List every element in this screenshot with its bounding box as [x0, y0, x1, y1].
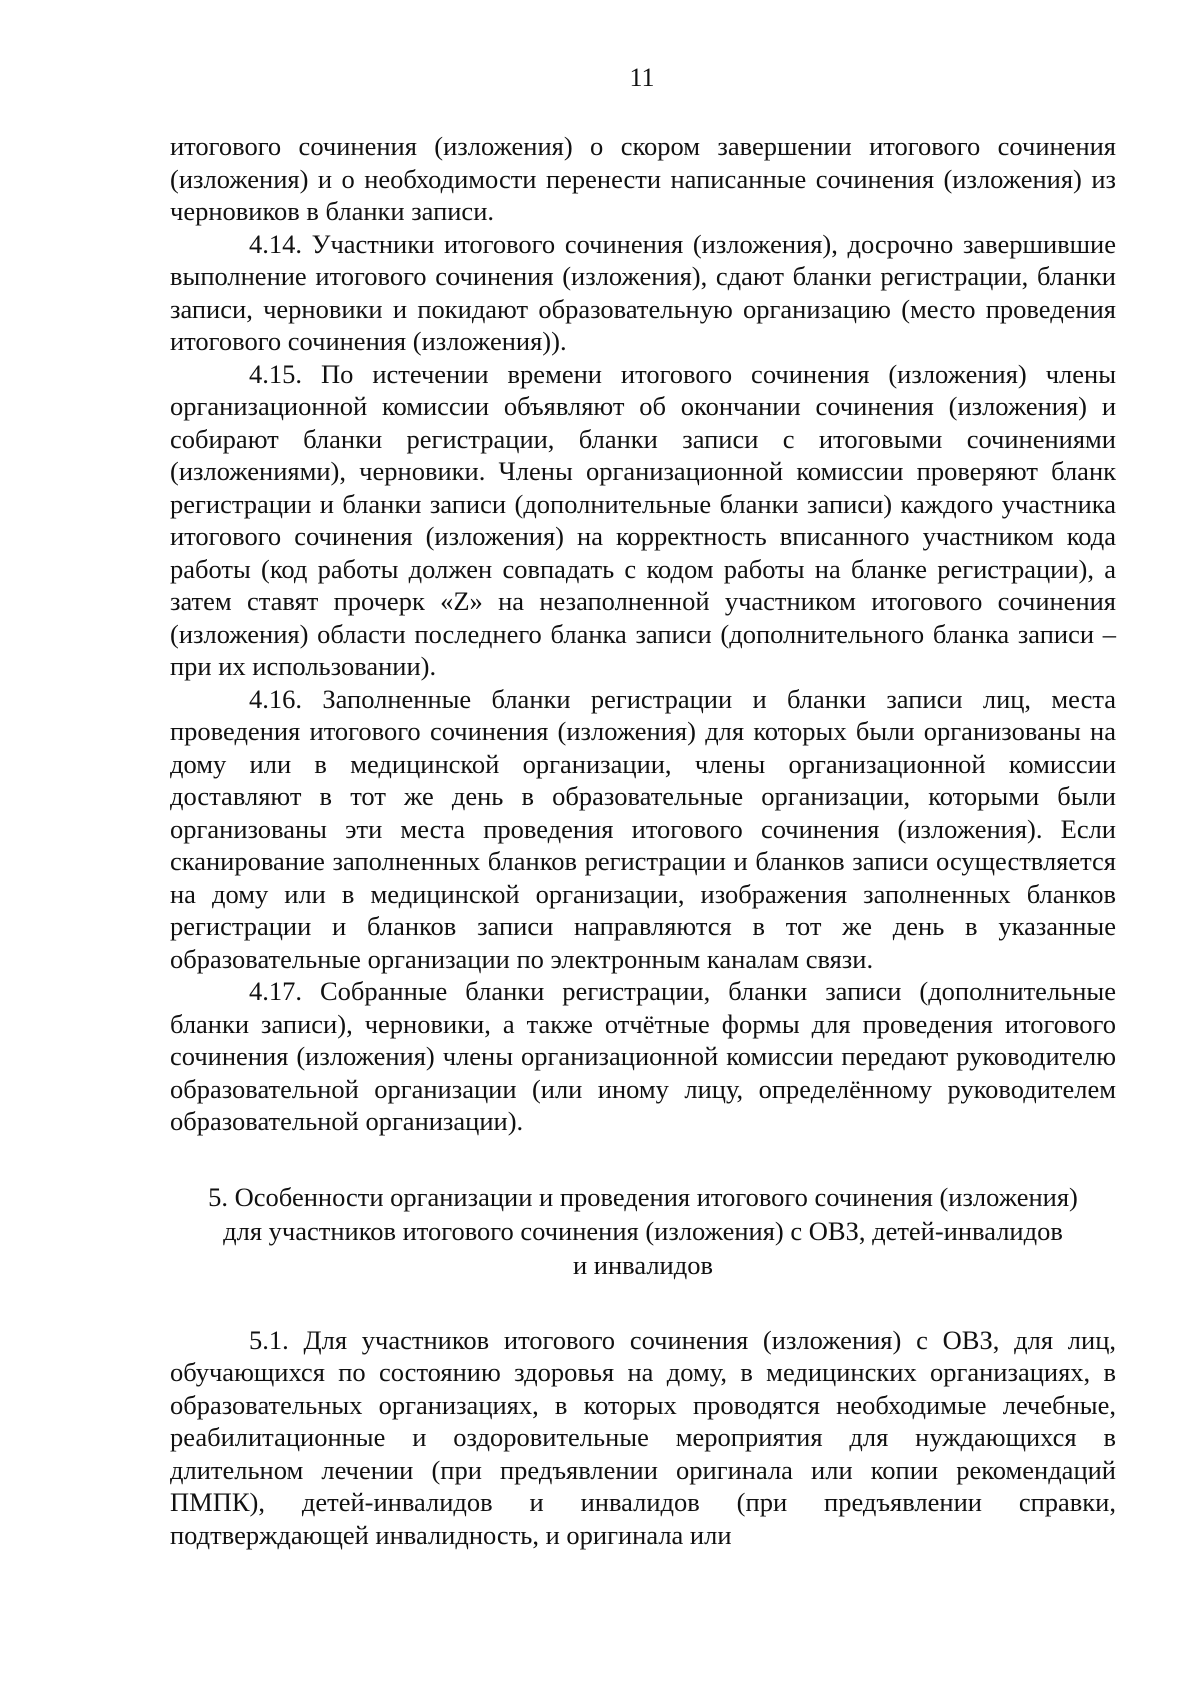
paragraph-4-15: 4.15. По истечении времени итогового сочинения (изложения) члены организационной комиссии объявляют об окончании сочинения (изложения) и собирают бланки регистрации, бланки записи с итоговыми сочинениями (изложениями), черновики. Члены организационной комиссии проверяют бланк регистрации и бланки записи (дополнительные бланки записи) каждого участника итогового сочинения (изложения) на корректность вписанного участником кода работы (код работы должен совпадать с кодом работы на бланке регистрации), а затем ставят прочерк «Z» на незаполненной участником итогового сочинения (изложения) области последнего бланка записи (дополнительного бланка записи – при их использовании).	[170, 358, 1116, 681]
page-number: 11	[629, 63, 655, 92]
section-heading-line: и инвалидов	[573, 1249, 713, 1280]
paragraph-4-16: 4.16. Заполненные бланки регистрации и бланки записи лиц, места проведения итогового сочинения (изложения) для которых были организованы на дому или в медицинской организации, члены организационной комиссии доставляют в тот же день в образовательные организации, которыми были организованы эти места проведения итогового сочинения (изложения). Если сканирование заполненных бланков регистрации и бланков записи осуществляется на дому или в медицинской организации, изображения заполненных бланков регистрации и бланков записи направляются в тот же день в указанные образовательные организации по электронным каналам связи.	[170, 683, 1116, 974]
paragraph-4-17: 4.17. Собранные бланки регистрации, бланки записи (дополнительные бланки записи), черновики, а также отчётные формы для проведения итогового сочинения (изложения) члены организационной комиссии передают руководителю образовательной организации (или иному лицу, определённому руководителем образовательной организации).	[170, 976, 1116, 1136]
section-heading-line: 5. Особенности организации и проведения итогового сочинения (изложения)	[208, 1181, 1078, 1212]
section-heading-5	[170, 1180, 1116, 1282]
paragraph-5-1: 5.1. Для участников итогового сочинения (изложения) с ОВЗ, для лиц, обучающихся по состоянию здоровья на дому, в медицинских организациях, в образовательных организациях, в которых проводятся необходимые лечебные, реабилитационные и оздоровительные мероприятия для нуждающихся в длительном лечении (при предъявлении оригинала или копии рекомендаций ПМПК), детей-инвалидов и инвалидов (при предъявлении справки, подтверждающей инвалидность, и оригинала или	[170, 1324, 1116, 1550]
paragraph-continuation: итогового сочинения (изложения) о скором завершении итогового сочинения (изложения) и о необходимости перенести написанные сочинения (изложения) из черновиков в бланки записи.	[170, 131, 1116, 226]
document-body	[170, 130, 1116, 1551]
paragraph-4-14: 4.14. Участники итогового сочинения (изложения), досрочно завершившие выполнение итогового сочинения (изложения), сдают бланки регистрации, бланки записи, черновики и покидают образовательную организацию (место проведения итогового сочинения (изложения)).	[170, 228, 1116, 356]
section-heading-line: для участников итогового сочинения (изложения) с ОВЗ, детей-инвалидов	[223, 1215, 1063, 1246]
